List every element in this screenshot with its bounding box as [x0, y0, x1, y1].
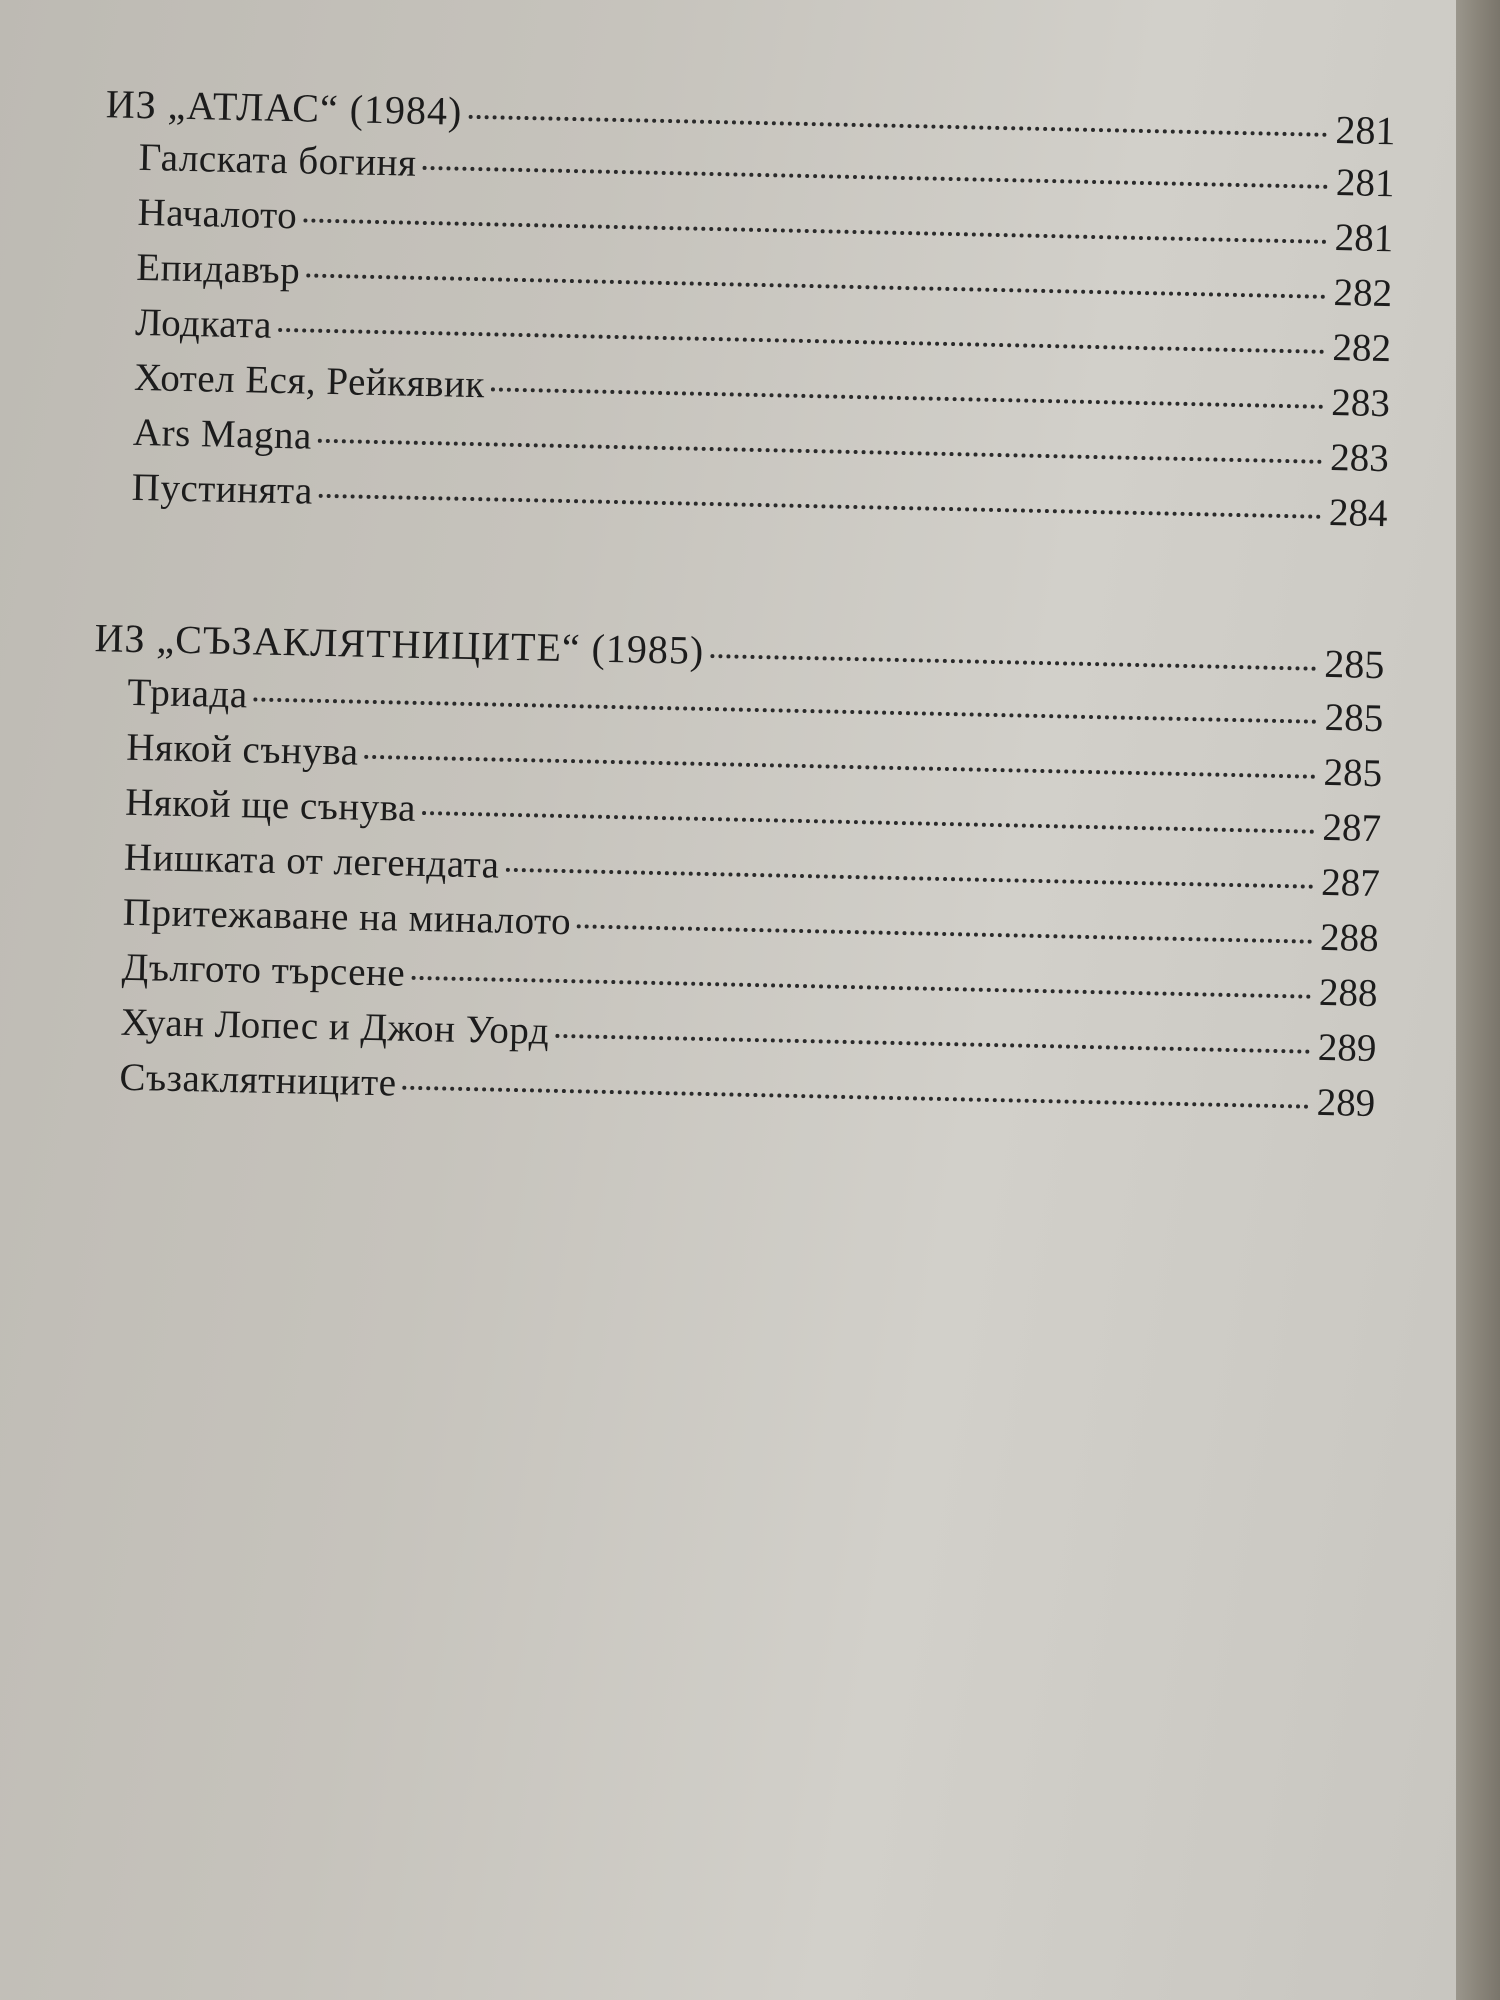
page-number: 287: [1320, 860, 1381, 906]
page-number: 288: [1318, 970, 1378, 1016]
dot-leader: [422, 166, 1328, 189]
page-number: 283: [1330, 380, 1391, 426]
entry-title: Епидавър: [135, 245, 301, 293]
page-number: 287: [1322, 805, 1382, 851]
entry-title: Лодката: [134, 300, 273, 347]
dot-leader: [491, 387, 1324, 408]
page-number: 281: [1334, 216, 1394, 261]
page-number: 288: [1319, 915, 1380, 961]
entry-title: Съзаклятниците: [119, 1055, 397, 1105]
page-number: 289: [1317, 1025, 1377, 1071]
dot-leader: [319, 494, 1321, 519]
page-number: 284: [1328, 490, 1388, 536]
page-number: 281: [1335, 161, 1395, 206]
dot-leader: [278, 328, 1325, 354]
page-number: 282: [1333, 270, 1393, 316]
dot-leader: [411, 976, 1311, 999]
dot-leader: [422, 811, 1315, 834]
entry-title: Дългото търсене: [121, 945, 406, 995]
page-number: 282: [1332, 325, 1392, 371]
dot-leader: [402, 1086, 1308, 1109]
entry-title: Хотел Еся, Рейкявик: [133, 355, 486, 407]
entry-title: Началото: [137, 190, 298, 238]
dot-leader: [364, 755, 1315, 779]
dot-leader: [318, 439, 1322, 464]
entry-title: Нишката от легендата: [123, 835, 500, 887]
dot-leader: [555, 1034, 1310, 1054]
entry-title: Притежаване на миналото: [122, 890, 572, 944]
entry-title: Пустинята: [131, 465, 314, 513]
dot-leader: [303, 218, 1327, 243]
entry-title: Хуан Лопес и Джон Уорд: [120, 1000, 550, 1053]
dot-leader: [577, 924, 1312, 943]
entry-title: Ars Magna: [132, 410, 313, 458]
entry-title: Триада: [127, 670, 249, 717]
page-number: 285: [1324, 695, 1384, 741]
page-number: 283: [1329, 435, 1390, 481]
entry-title: Някой ще сънува: [124, 780, 417, 830]
page-number: 281: [1335, 107, 1397, 154]
dot-leader: [254, 697, 1317, 723]
section-heading-title: ИЗ „АТЛАС“ (1984): [105, 81, 463, 134]
dot-leader: [306, 273, 1326, 298]
section-heading-title: ИЗ „СЪЗАКЛЯТНИЦИТЕ“ (1985): [94, 615, 705, 673]
page-number: 285: [1323, 750, 1383, 796]
dot-leader: [710, 654, 1316, 671]
dot-leader: [468, 115, 1327, 137]
page-number: 285: [1323, 640, 1385, 688]
entry-title: Галската богиня: [138, 135, 417, 185]
dot-leader: [505, 868, 1313, 889]
page-number: 289: [1316, 1080, 1376, 1126]
entry-title: Някой сънува: [125, 725, 360, 774]
page-edge-shadow: [1456, 0, 1500, 2000]
